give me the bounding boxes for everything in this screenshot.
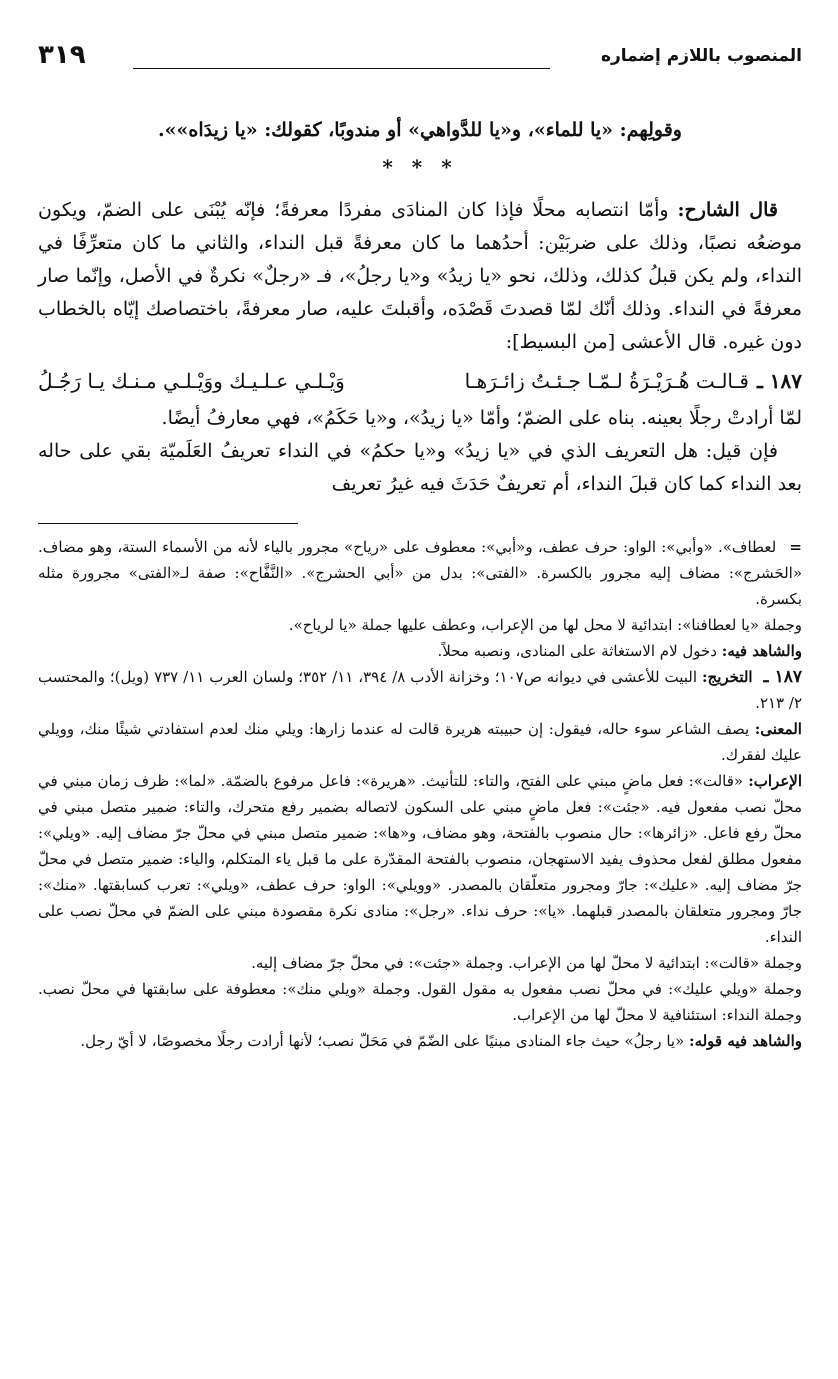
running-title: المنصوب باللازم إضماره [600,46,802,66]
continued-mark: = [789,538,802,556]
footnote-label: المعنى: [754,720,802,738]
footnotes [38,534,802,1054]
footnote-label: التخريج: [701,668,753,686]
book-page [38,40,802,1359]
page-number: ٣١٩ [38,40,86,70]
footnote-number: ١٨٧ ـ [763,667,802,687]
footnote-label: والشاهد فيه: [721,642,802,660]
main-text [38,114,802,501]
question-paragraph: فإن قيل: هل التعريف الذي في «يا زيدُ» و«يا حكمُ» في النداء تعريفُ العَلَميّة بقي على حاله بعد النداء كما كان قبلَ النداء، أم تعريفٌ حَدَثَ فيه غيرُ تعريف [38,440,802,495]
footnote-text: يصف الشاعر سوء حاله، فيقول: إن حبيبته هريرة قالت له عندما زارها: ويلي منك لعدم استفادتي شيئًا منك، وويلي عليك لفقرك. [38,720,802,764]
footnote-sentence: وجملة «قالت»: ابتدائية لا محلّ لها من الإعراب. وجملة «جئت»: في محلّ جرّ مضاف إليه. [251,954,802,972]
footnote-text: لعطاف». «وأبي»: الواو: حرف عطف، و«أبي»: معطوف على «رياح» مجرور بالياء لأنه من الأسماء الستة، وهو مضاف. «الحَشرج»: مضاف إليه مجرور بالكسرة. «الفتى»: بدل من «أبي الحشرج». «النَّفَّاح»: صفة لـ«الفتى» مجرورة مثله بكسرة. [38,538,802,608]
footnote-shahid-2 [38,1028,802,1054]
footnote-label: الإعراب: [748,772,802,790]
footnote-sentence: وجملة «ويلي عليك»: في محلّ نصب مفعول به مقول القول. وجملة «ويلي منك»: معطوفة على سابقتها في محلّ نصب. وجملة النداء: استئنافية لا محلّ لها من الإعراب. [38,980,802,1024]
after-verse-paragraph: لمّا أرادتْ رجلًا بعينه. بناه على الضمّ؛ وأمّا «يا زيدُ»، و«يا حَكَمُ»، فهي معارفُ أيضًا. [161,407,802,429]
footnote-text: «قالت»: فعل ماضٍ مبني على الفتح، والتاء: للتأنيث. «هريرة»: فاعل مرفوع بالضمّة. «لما»: ظرف زمان مبني في محلّ نصب مفعول فيه. «جئت»: فعل ماضٍ مبني على السكون لاتصاله بضمير رفع متحرك، والتاء: ضمير متصل مبني في محلّ رفع فاعل. «زائرها»: حال منصوب بالفتحة، وهو مضاف، و«ها»: ضمير متصل مبني في محلّ جرّ مضاف إليه. «ويلي»: مفعول مطلق لفعل محذوف يفيد الاستهجان، منصوب بالفتحة المقدّرة على ما قبل ياء المتكلم، والياء: ضمير متصل في محلّ جرّ مضاف إليه. «عليك»: جارّ ومجرور متعلّقان بالمصدر. «وويلي»: الواو: حرف عطف، «ويلي»: تعرب كسابقتها. «منك»: جارّ ومجرور متعلقان بالمصدر قبلهما. «يا»: حرف نداء. «رجل»: منادى نكرة مقصودة مبني على الضمّ في محلّ نصب على النداء. [38,772,802,946]
commentary-label: قال الشارح: [677,199,778,221]
page-header [38,40,802,80]
footnote-meaning [38,716,802,768]
footnote-irab [38,768,802,950]
verse-first-hemistich: قـالـت هُـرَيْـرَةُ لـمّـا جـئـتُ زائـرَهـا [464,369,749,393]
footnote-continued [38,534,802,612]
verse-number: ١٨٧ ـ [756,369,802,393]
footnote-label: والشاهد فيه قوله: [689,1032,802,1050]
commentary-paragraph [38,194,802,359]
quote-line: وقولِهم: «يا للماء»، و«يا للدَّواهي» أو مندوبًا، كقولك: «يا زيدَاه»». [158,119,682,141]
header-rule [133,68,550,69]
section-separator-stars: * * * [382,155,458,179]
footnote-text: «يا رجلُ» حيث جاء المنادى مبنيًا على الضّمّ في مَحَلّ نصب؛ لأنها أرادت رجلًا مخصوصًا، لا أيّ رجل. [80,1032,685,1050]
verse-second-hemistich: وَيْـلـي عـلـيـك ووَيْـلـي مـنـك يـا رَجُـلُ [38,369,345,393]
footnote-separator [38,523,298,524]
poetry-verse [38,365,802,398]
footnote-text: البيت للأعشى في ديوانه ص١٠٧؛ وخزانة الأدب ٨/ ٣٩٤، ١١/ ٣٥٢؛ ولسان العرب ١١/ ٧٣٧ (ويل)؛ والمحتسب ٢/ ٢١٣. [38,668,802,712]
footnote-187 [38,664,802,716]
footnote-shahid-1 [38,638,802,664]
footnote-sentence: وجملة «يا لعطافنا»: ابتدائية لا محل لها من الإعراب، وعطف عليها جملة «يا لرياح». [288,616,802,634]
commentary-text: وأمّا انتصابه محلًا فإذا كان المنادَى مفردًا معرفةً؛ فإنّه يُبْنَى على الضمّ، ويكون موضعُه نصبًا، وذلك على ضربَيْن: أحدُهما ما كان معرفةً قبل النداء، والثاني ما كان متعرِّفًا في النداء، ولم يكن قبلُ كذلك، وذلك، نحو «يا زيدُ» و«يا رجلُ»، فـ «رجلٌ» نكرةٌ في الأصل، وإنّما صار معرفةً في النداء. وذلك أنّك لمّا قصدتَ قَصْدَه، وأقبلتَ عليه، صار معرفةً، باختصاصك إيّاه بالخطاب دون غيره. قال الأعشى [من البسيط]: [38,199,802,353]
footnote-text: دخول لام الاستغاثة على المنادى، ونصبه محلاً. [437,642,717,660]
